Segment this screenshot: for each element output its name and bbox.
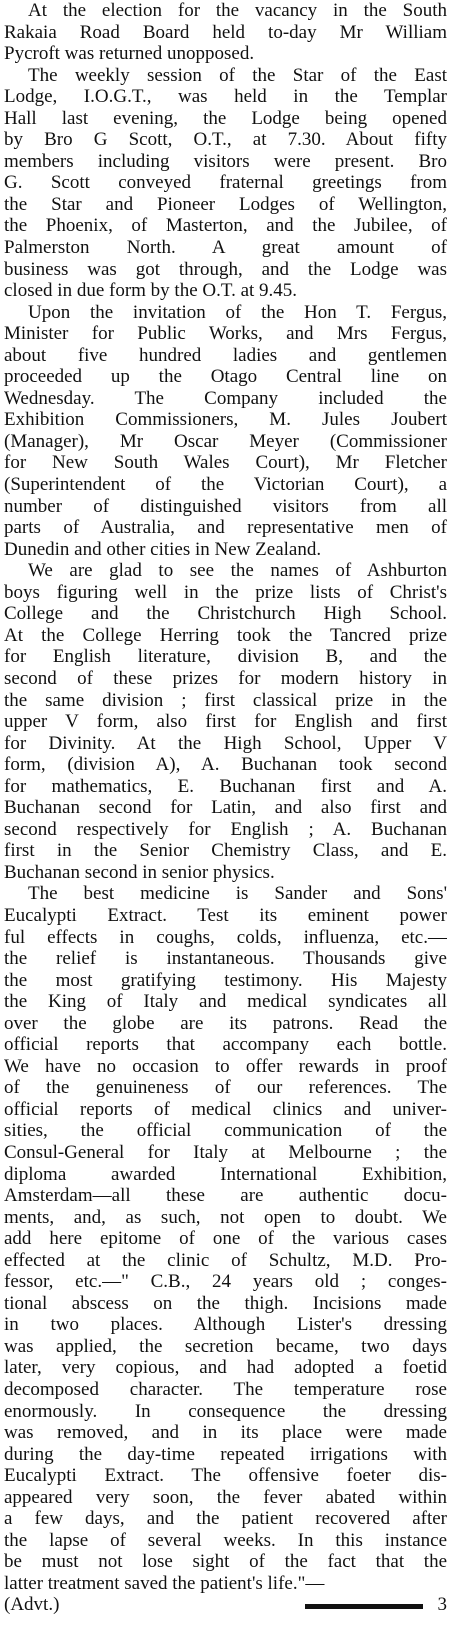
- text-line: We are glad to see the names of Ashburton: [28, 560, 447, 582]
- text-line: business was got through, and the Lodge was: [4, 258, 447, 280]
- paragraph: [4, 65, 447, 302]
- text-line: Eucalypti Extract. The offensive foeter dis-: [4, 1465, 447, 1487]
- text-line: Upon the invitation of the Hon T. Fergus,: [28, 301, 447, 323]
- text-line: Lodge, I.O.G.T., was held in the Templar: [4, 86, 447, 108]
- text-line: tional abscess on the thigh. Incisions made: [4, 1292, 447, 1314]
- text-line: upper V form, also first for English and first: [4, 711, 447, 733]
- page-marker: 3: [437, 1594, 447, 1616]
- text-line: Buchanan second in senior physics.: [4, 861, 275, 883]
- text-line: (Superintendent of the Victorian Court), a: [4, 474, 447, 496]
- text-line: At the election for the vacancy in the South: [28, 0, 447, 21]
- paragraph: [4, 883, 447, 1594]
- text-line: decomposed character. The temperature rose: [4, 1379, 447, 1400]
- text-line: boys figuring well in the prize lists of Christ's: [4, 581, 447, 603]
- text-line: The best medicine is Sander and Sons': [28, 883, 447, 905]
- text-line: during the day-time repeated irrigations with: [4, 1443, 447, 1465]
- text-line: (Manager), Mr Oscar Meyer (Commissioner: [4, 430, 447, 452]
- text-line: fessor, etc.—" C.B., 24 years old ; conges-: [4, 1271, 447, 1293]
- text-line: in two places. Although Lister's dressing: [4, 1314, 447, 1336]
- text-line: G. Scott conveyed fraternal greetings from: [4, 172, 447, 194]
- text-line: The weekly session of the Star of the East: [28, 64, 447, 86]
- text-line: the King of Italy and medical syndicates all: [4, 991, 447, 1013]
- text-line: official reports that accompany each bottle.: [4, 1034, 447, 1056]
- text-line: for English literature, division B, and the: [4, 646, 447, 668]
- text-line: was applied, the secretion became, two days: [4, 1335, 447, 1357]
- text-line: number of distinguished visitors from all: [4, 495, 447, 517]
- text-line: the same division ; first classical prize in the: [4, 689, 447, 711]
- text-line: At the College Herring took the Tancred prize: [4, 624, 447, 646]
- text-line: Buchanan second for Latin, and also first and: [4, 797, 447, 819]
- text-line: Palmerston North. A great amount of: [4, 237, 447, 259]
- advertisement-label: (Advt.): [4, 1594, 60, 1616]
- text-line: Amsterdam—all these are authentic docu-: [4, 1185, 447, 1207]
- text-line: for Divinity. At the High School, Upper V: [4, 732, 447, 754]
- text-line: enormously. In consequence the dressing: [4, 1400, 447, 1422]
- text-line: Exhibition Commissioners, M. Jules Joubert: [4, 409, 447, 431]
- text-line: sities, the official communication of the: [4, 1120, 447, 1142]
- paragraph: [4, 0, 447, 65]
- text-line: second respectively for English ; A. Buchanan: [4, 818, 447, 840]
- paragraph: [4, 560, 447, 883]
- text-line: Pycroft was returned unopposed.: [4, 43, 255, 65]
- text-line: add here epitome of one of the various cases: [4, 1228, 447, 1250]
- text-line: later, very copious, and had adopted a foetid: [4, 1357, 447, 1379]
- text-line: Wednesday. The Company included the: [4, 387, 447, 409]
- text-line: a few days, and the patient recovered after: [4, 1508, 447, 1530]
- text-line: official reports of medical clinics and univer-: [4, 1098, 447, 1120]
- text-line: latter treatment saved the patient's life."—: [4, 1572, 325, 1594]
- text-line: was removed, and in its place were made: [4, 1422, 447, 1444]
- text-line: Dunedin and other cities in New Zealand.: [4, 538, 322, 560]
- text-line: the relief is instantaneous. Thousands give: [4, 948, 447, 970]
- text-line: members including visitors were present. Bro: [4, 150, 447, 172]
- text-line: ful effects in coughs, colds, influenza, etc.—: [4, 926, 447, 948]
- text-line: Consul-General for Italy at Melbourne ; the: [4, 1141, 447, 1163]
- text-line: proceeded up the Otago Central line on: [4, 366, 447, 388]
- text-line: Hall last evening, the Lodge being opened: [4, 107, 447, 129]
- column-end-rule: [305, 1604, 423, 1609]
- text-line: effected at the clinic of Schultz, M.D. Pro-: [4, 1249, 447, 1271]
- text-line: about five hundred ladies and gentlemen: [4, 344, 447, 366]
- article-body: [4, 0, 447, 1594]
- text-line: over the globe are its patrons. Read the: [4, 1012, 447, 1034]
- text-line: parts of Australia, and representative men of: [4, 517, 447, 539]
- text-line: for New South Wales Court), Mr Fletcher: [4, 452, 447, 474]
- text-line: Rakaia Road Board held to-day Mr William: [4, 21, 447, 43]
- text-line: of the genuineness of our references. The: [4, 1077, 447, 1099]
- text-line: second of these prizes for modern history in: [4, 667, 447, 689]
- advertisement-signoff: [4, 1594, 447, 1616]
- text-line: the most gratifying testimony. His Majesty: [4, 969, 447, 991]
- text-line: appeared very soon, the fever abated within: [4, 1486, 447, 1508]
- text-line: form, (division A), A. Buchanan took second: [4, 754, 447, 776]
- text-line: College and the Christchurch High School.: [4, 603, 447, 625]
- text-line: ments, and, as such, not open to doubt. We: [4, 1206, 447, 1228]
- text-line: We have no occasion to offer rewards in proof: [4, 1055, 447, 1077]
- text-line: closed in due form by the O.T. at 9.45.: [4, 280, 298, 302]
- text-line: Minister for Public Works, and Mrs Fergus,: [4, 323, 447, 345]
- paragraph: [4, 302, 447, 561]
- text-line: first in the Senior Chemistry Class, and E.: [4, 840, 447, 862]
- text-line: for mathematics, E. Buchanan first and A.: [4, 775, 447, 797]
- text-line: the lapse of several weeks. In this instance: [4, 1529, 447, 1551]
- text-line: be must not lose sight of the fact that the: [4, 1551, 447, 1573]
- text-line: diploma awarded International Exhibition,: [4, 1163, 447, 1185]
- text-line: the Phoenix, of Masterton, and the Jubilee, of: [4, 215, 447, 237]
- text-line: by Bro G Scott, O.T., at 7.30. About fifty: [4, 129, 447, 151]
- text-line: the Star and Pioneer Lodges of Wellington,: [4, 193, 447, 215]
- text-line: Eucalypti Extract. Test its eminent power: [4, 904, 447, 926]
